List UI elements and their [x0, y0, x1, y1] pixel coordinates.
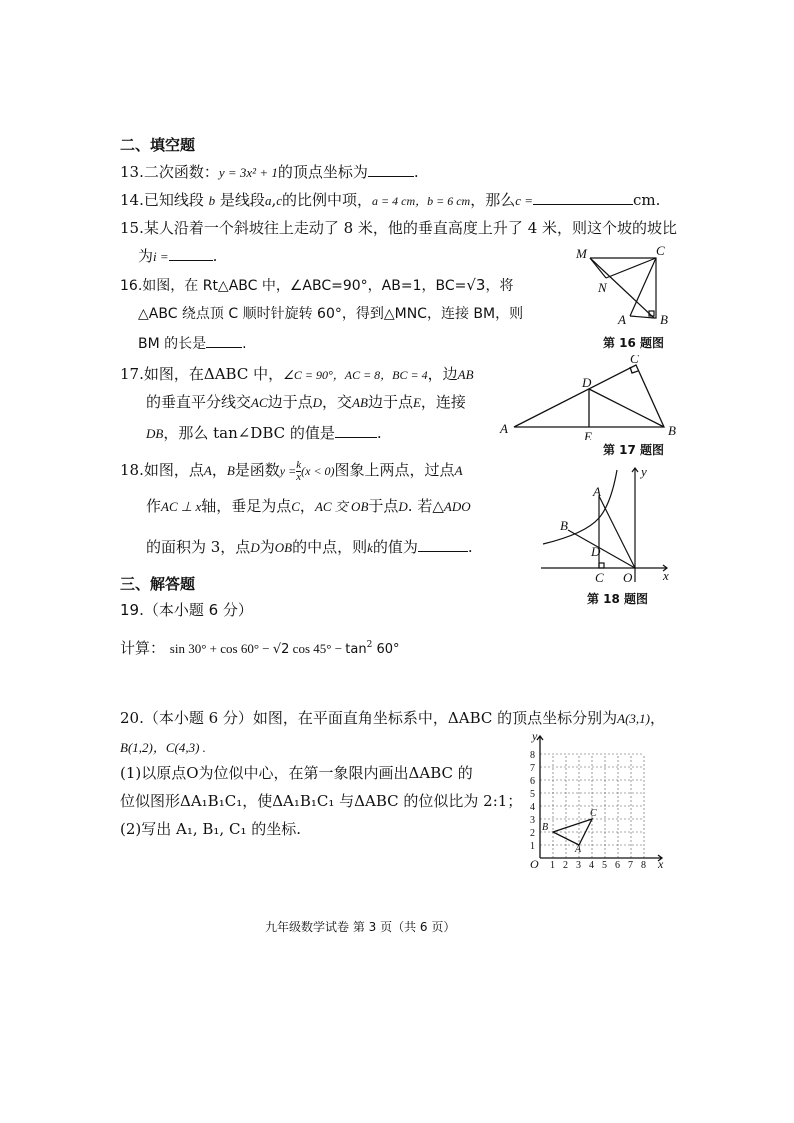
question-16-line2: △ABC 绕点顶 C 顺时针旋转 60°，得到△MNC，连接 BM，则 [138, 306, 524, 322]
fig20-ytick-label: 4 [530, 802, 535, 813]
q18-ado: ADO [443, 499, 471, 514]
q18-text: 18.如图，点 [120, 461, 204, 479]
question-20-part1-line1: (1)以原点O为位似中心，在第一象限内画出ΔABC 的 [120, 764, 473, 782]
q18-d-2: D [250, 540, 260, 555]
q17-text-2: ，边 [427, 365, 458, 383]
figure-20-grid [520, 730, 672, 870]
q14-unit: cm. [633, 191, 661, 209]
fig18-right-angle-c [599, 563, 604, 568]
q19-expr-2: cos 45° − [289, 641, 346, 656]
page-footer: 九年级数学试卷 第 3 页（共 6 页） [265, 920, 456, 934]
fig17-label-a: A [500, 421, 508, 436]
q13-expression: y = 3x² + 1 [218, 165, 278, 180]
answer-blank [335, 423, 377, 438]
q14-given: a = 4 cm，b = 6 cm [372, 194, 471, 208]
q14-text: 是线段 [219, 191, 265, 209]
fig20-xtick-label: 4 [589, 860, 594, 870]
fig20-label-o: O [530, 857, 539, 870]
fig16-label-a: A [618, 312, 626, 324]
q18-b: B [226, 463, 235, 478]
q14-prefix: 14.已知线段 [120, 191, 204, 209]
q17-text-6: 边于点 [367, 393, 413, 411]
question-17-line2 [146, 393, 466, 412]
question-16-line3 [138, 333, 247, 353]
fig20-xtick-label: 3 [576, 860, 581, 870]
fig18-label-y: y [641, 464, 647, 479]
answer-blank [206, 333, 242, 348]
q17-text-8: ，那么 tan∠DBC 的值是 [163, 424, 335, 442]
q19-calc: 计算： [120, 639, 166, 657]
figure-16 [572, 244, 672, 324]
q17-text-7: ，连接 [420, 393, 466, 411]
question-20-part2: (2)写出 A₁, B₁, C₁ 的坐标. [120, 820, 301, 838]
fig17-line-db [589, 389, 664, 427]
q19-sqrt2: √2 [272, 642, 290, 657]
question-19-expression [120, 636, 400, 659]
q20-point-a: A(3,1) [617, 711, 651, 726]
fig20-label-a: A [575, 844, 582, 855]
q20-comma: ， [650, 709, 666, 727]
fig17-label-d: D [582, 375, 592, 390]
q18-comma: ， [211, 461, 227, 479]
fig18-hyperbola [543, 470, 617, 544]
figure-18 [535, 462, 675, 586]
q16-text-2: ，将 [485, 278, 514, 294]
q18-ac-ob: AC 交 OB [314, 499, 369, 514]
fig18-label-c: C [595, 570, 604, 585]
q18-text-8: . 若△ [407, 497, 444, 515]
q18-ob: OB [274, 540, 293, 555]
q19-expr-1: sin 30° + cos 60° − [169, 641, 273, 656]
section-title-answer: 三、解答题 [120, 575, 196, 593]
q17-db: DB [146, 426, 164, 441]
fig20-label-c: C [590, 808, 597, 819]
figure-17 [496, 355, 686, 440]
question-17-line1 [120, 365, 474, 384]
q17-ab-2: AB [352, 395, 368, 410]
fig20-xtick-label: 5 [602, 860, 607, 870]
q14-comma: , [271, 191, 277, 209]
answer-blank [169, 246, 213, 261]
fig16-label-c: C [656, 244, 665, 258]
q19-tan: tan [345, 642, 367, 657]
q14-var-a: a [264, 193, 272, 208]
answer-blank [418, 537, 468, 552]
q18-text-2: 是函数 [234, 461, 280, 479]
q17-d: D [312, 395, 323, 410]
q15-text: 为 [138, 247, 154, 265]
fig20-ytick-label: 3 [530, 815, 535, 826]
fig16-label-b: B [660, 312, 668, 324]
q18-text-12: 的值为 [372, 538, 418, 556]
fig18-label-d: D [591, 544, 601, 559]
fig20-ytick-label: 5 [530, 789, 535, 800]
fig20-xtick-label: 2 [563, 860, 568, 870]
q18-k: k [367, 540, 373, 555]
q18-text-10: 为 [259, 538, 275, 556]
fig18-label-b: B [560, 518, 568, 533]
question-18-line1 [120, 456, 463, 484]
q18-perp: AC ⊥ x [161, 499, 202, 514]
q17-conditions: ∠C = 90°，AC = 8，BC = 4 [283, 368, 428, 382]
q18-d: D [398, 499, 408, 514]
question-18-line3 [146, 537, 473, 557]
q17-text-4: 边于点 [267, 393, 313, 411]
fig20-xtick-label: 1 [550, 860, 555, 870]
fig18-label-a: A [593, 484, 601, 499]
q18-y-eq: y = [279, 464, 297, 478]
fig20-label-x: x [658, 857, 664, 870]
answer-blank [368, 162, 414, 177]
question-17-line3 [146, 423, 382, 443]
fig20-xtick-label: 8 [641, 860, 646, 870]
q18-text-5: 轴，垂足为点 [201, 497, 292, 515]
fig17-label-b: B [668, 423, 676, 438]
fig20-ytick-label: 7 [530, 763, 535, 774]
fig20-ytick-label: 1 [530, 841, 535, 852]
q13-text: 的顶点坐标为 [277, 163, 368, 181]
fig17-label-c: C [630, 355, 639, 366]
fig20-ytick-label: 2 [530, 828, 535, 839]
q16-sqrt3: √3 [466, 276, 486, 294]
fig16-label-n: N [598, 280, 607, 295]
q18-text-3: 图象上两点，过点 [334, 461, 455, 479]
question-20-line2 [120, 738, 206, 757]
q16-text-3: BM 的长是 [138, 336, 207, 352]
q18-text-4: 作 [146, 497, 162, 515]
q13-end: . [413, 163, 419, 181]
q15-i: i = [153, 249, 169, 264]
fig20-ytick-label: 8 [530, 750, 535, 761]
q20-text: 20.（本小题 6 分）如图，在平面直角坐标系中，ΔABC 的顶点坐标分别为 [120, 709, 618, 727]
fig18-label-x: x [663, 568, 669, 583]
question-20-line1 [120, 709, 665, 728]
question-14 [120, 190, 660, 210]
q17-ab: AB [457, 367, 474, 382]
q14-c-eq: c = [515, 193, 534, 208]
q17-text: 17.如图，在ΔABC 中， [120, 365, 284, 383]
q18-domain: (x < 0) [301, 464, 335, 478]
q18-a-2: A [454, 463, 463, 478]
question-13 [120, 162, 419, 182]
q15-end: . [212, 247, 218, 265]
q20-points-bc: B(1,2)，C(4,3) . [120, 740, 206, 755]
q18-a: A [203, 463, 212, 478]
q18-text-9: 的面积为 3，点 [146, 538, 251, 556]
figure-16-caption: 第 16 题图 [603, 336, 665, 350]
q17-text-3: 的垂直平分线交 [146, 393, 252, 411]
question-15-line2 [138, 246, 217, 266]
question-18-line2 [146, 497, 471, 516]
q16-text: 16.如图，在 Rt△ABC 中，∠ABC=90°，AB=1，BC= [120, 278, 467, 294]
q14-text-3: ，那么 [470, 191, 516, 209]
q17-end: . [376, 424, 382, 442]
q17-text-5: ，交 [322, 393, 353, 411]
q16-end: . [242, 336, 247, 352]
q17-ac: AC [251, 395, 268, 410]
fig20-label-b: B [542, 822, 549, 833]
q14-text-2: 的比例中项， [282, 191, 373, 209]
question-15-line1: 15.某人沿着一个斜坡往上走动了 8 米，他的垂直高度上升了 4 米，则这个坡的坡比 [120, 219, 678, 237]
figure-18-caption: 第 18 题图 [587, 592, 649, 606]
fig20-ytick-label: 6 [530, 776, 535, 787]
fig16-label-m: M [576, 246, 587, 261]
question-20-part1-line2: 位似图形ΔA₁B₁C₁，使ΔA₁B₁C₁ 与ΔABC 的位似比为 2:1； [120, 792, 523, 810]
fig18-label-o: O [623, 570, 633, 585]
fig20-label-y: y [532, 730, 538, 743]
q18-frac-den: x [296, 470, 302, 483]
fig20-xtick-label: 6 [615, 860, 620, 870]
fig20-xtick-label: 7 [628, 860, 633, 870]
figure-17-caption: 第 17 题图 [603, 443, 665, 457]
q17-e: E [412, 395, 421, 410]
q18-c: C [291, 499, 300, 514]
q18-frac-num: k [296, 458, 302, 471]
q18-text-6: ， [299, 497, 315, 515]
q13-prefix: 13.二次函数： [120, 163, 219, 181]
q14-var-c: c [276, 193, 282, 208]
q18-text-11: 的中点，则 [292, 538, 368, 556]
answer-blank [533, 190, 633, 205]
question-19-title: 19.（本小题 6 分） [120, 601, 253, 619]
q19-superscript: 2 [366, 640, 373, 650]
q14-var-b: b [208, 193, 216, 208]
section-title-fill-in: 二、填空题 [120, 136, 196, 154]
question-16-line1 [120, 276, 513, 295]
q19-expr-3: 60° [372, 642, 400, 657]
fig17-label-e: E [584, 429, 592, 440]
q18-text-7: 于点 [368, 497, 399, 515]
q18-end: . [467, 538, 473, 556]
